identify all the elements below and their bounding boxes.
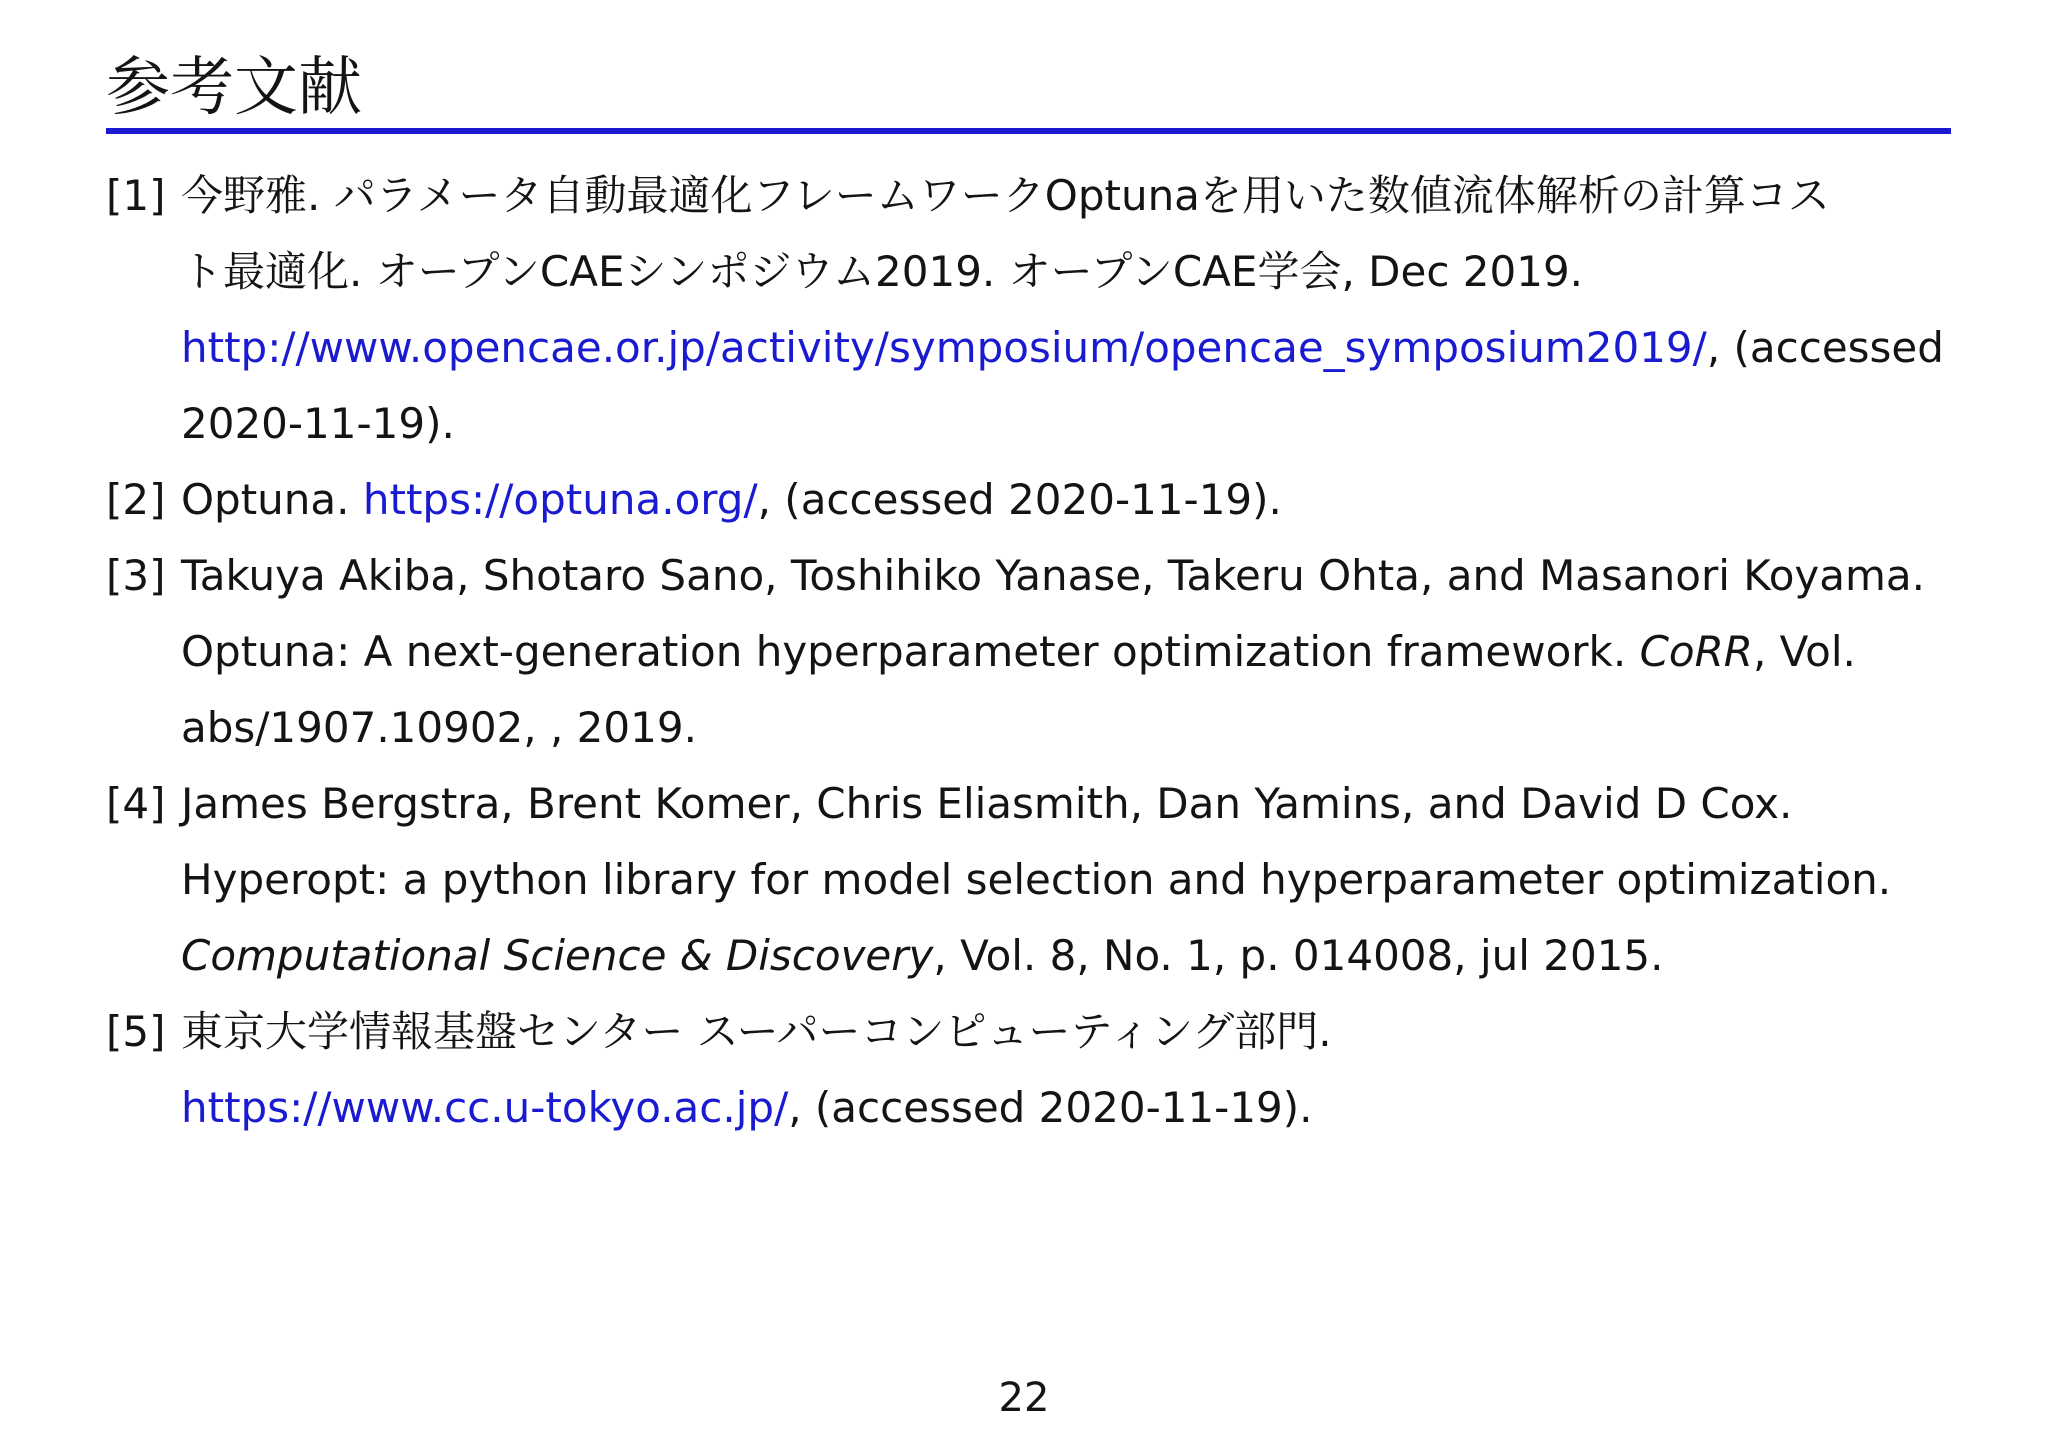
reference-item-2 xyxy=(106,462,1956,538)
reference-text-line: James Bergstra, Brent Komer, Chris Eliasmith, Dan Yamins, and David D Cox. xyxy=(181,779,1793,828)
reference-item-3 xyxy=(106,538,1956,766)
reference-accessed-text: , (accessed xyxy=(1706,323,1944,372)
reference-item-5 xyxy=(106,994,1956,1146)
reference-accessed-text: , (accessed 2020-11-19). xyxy=(788,1083,1313,1132)
reference-item-4 xyxy=(106,766,1956,994)
reference-text: Optuna: A next-generation hyperparameter optimization framework. xyxy=(181,627,1640,676)
reference-journal: CoRR xyxy=(1639,627,1753,676)
reference-text-line: 東京大学情報基盤センター スーパーコンピューティング部門. xyxy=(181,1007,1332,1056)
reference-link[interactable]: https://optuna.org/ xyxy=(362,475,758,524)
reference-item-1 xyxy=(106,158,1956,462)
reference-label: [4] xyxy=(106,779,166,828)
reference-text-line: abs/1907.10902, , 2019. xyxy=(181,703,697,752)
reference-link[interactable]: https://www.cc.u-tokyo.ac.jp/ xyxy=(181,1083,789,1132)
reference-text: Optuna. xyxy=(181,475,363,524)
reference-text-line: Hyperopt: a python library for model selection and hyperparameter optimization. xyxy=(181,855,1892,904)
reference-text-line xyxy=(181,614,1956,690)
reference-label: [3] xyxy=(106,551,166,600)
reference-text-line: 2020-11-19). xyxy=(181,399,455,448)
reference-text: , Vol. xyxy=(1752,627,1856,676)
reference-text-line xyxy=(181,918,1956,994)
reference-list xyxy=(106,158,1956,1146)
reference-url-line xyxy=(181,310,1956,386)
page-title: 参考文献 xyxy=(106,51,362,125)
reference-label: [2] xyxy=(106,475,166,524)
reference-text-line: Takuya Akiba, Shotaro Sano, Toshihiko Yanase, Takeru Ohta, and Masanori Koyama. xyxy=(181,551,1926,600)
reference-accessed-text: , (accessed 2020-11-19). xyxy=(757,475,1282,524)
title-underline xyxy=(106,128,1951,134)
reference-url-line xyxy=(181,462,1956,538)
reference-label: [1] xyxy=(106,171,166,220)
reference-url-line xyxy=(181,1070,1956,1146)
reference-text: , Vol. 8, No. 1, p. 014008, jul 2015. xyxy=(933,931,1664,980)
reference-label: [5] xyxy=(106,1007,166,1056)
page-number: 22 xyxy=(998,1375,1050,1421)
reference-text-line: 今野雅. パラメータ自動最適化フレームワークOptunaを用いた数値流体解析の計算コス xyxy=(181,171,1830,220)
reference-text-line: ト最適化. オープンCAEシンポジウム2019. オープンCAE学会, Dec 2019. xyxy=(181,247,1584,296)
reference-journal: Computational Science & Discovery xyxy=(181,931,934,980)
reference-link[interactable]: http://www.opencae.or.jp/activity/symposium/opencae_symposium2019/ xyxy=(181,323,1707,372)
